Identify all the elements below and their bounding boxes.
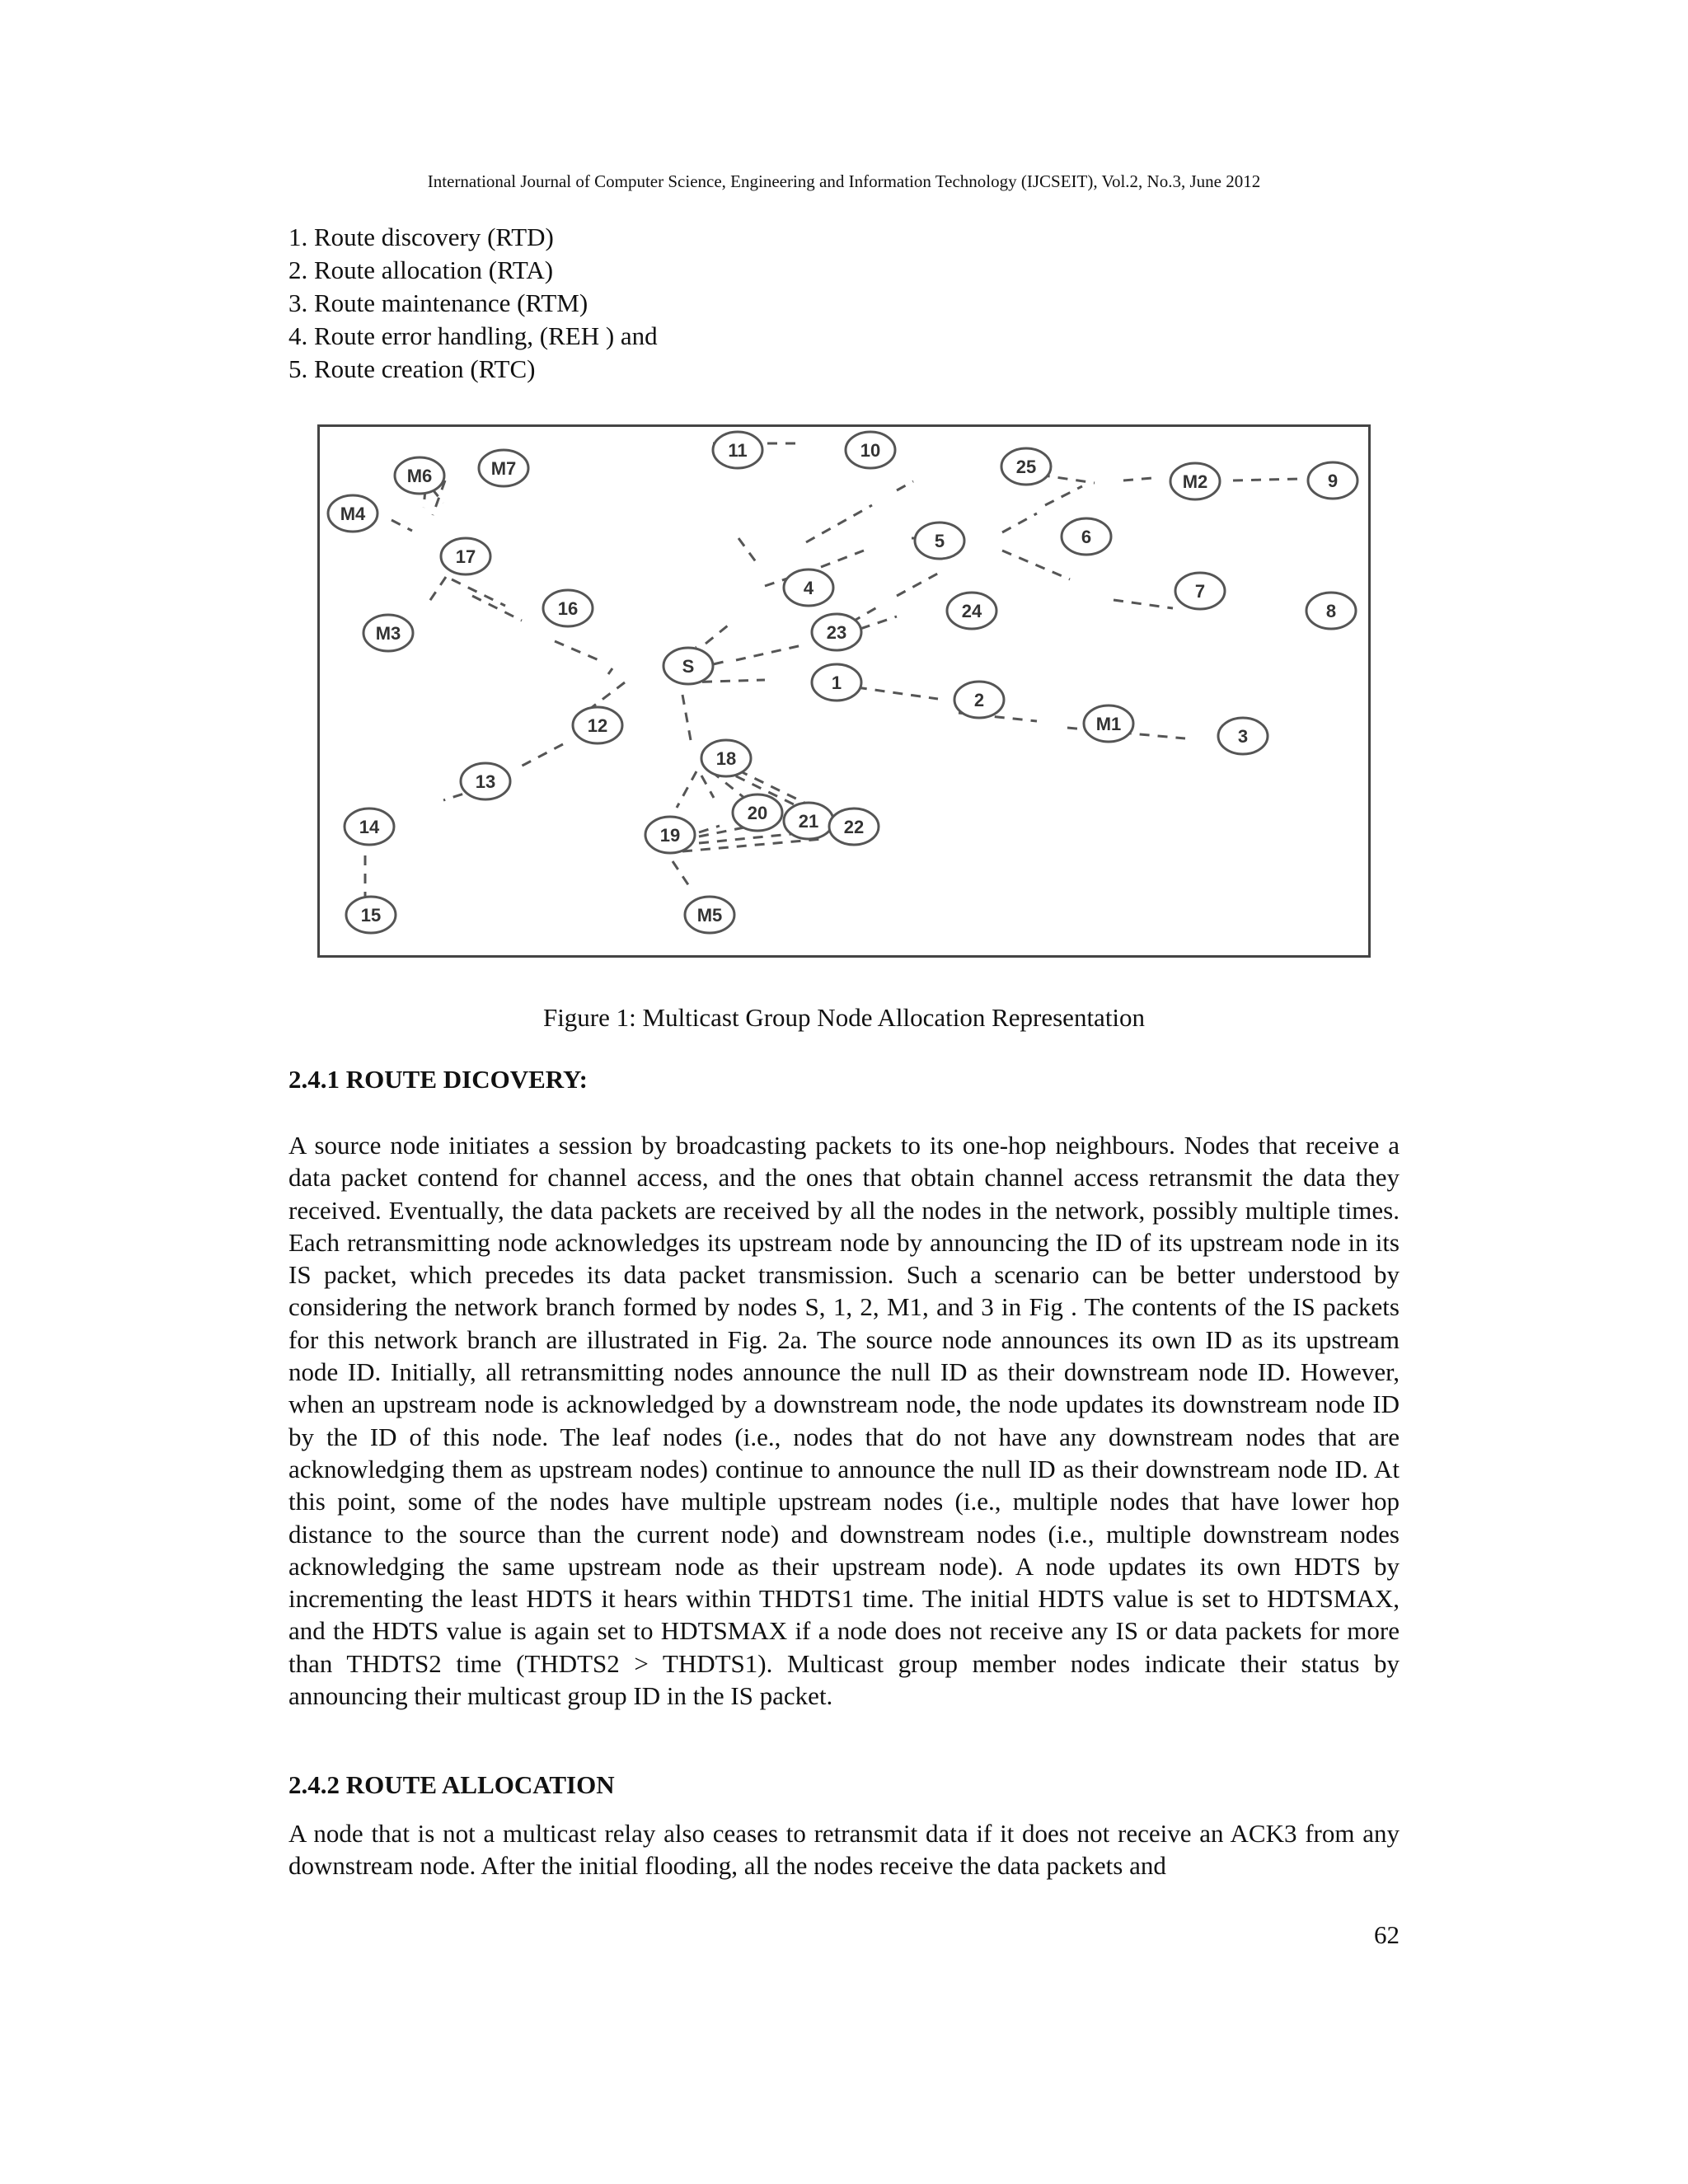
svg-text:8: 8 (1325, 601, 1337, 621)
node-M5 (685, 897, 734, 933)
svg-text:1: 1 (831, 673, 842, 693)
network-diagram (317, 424, 1371, 958)
edge (1114, 600, 1173, 608)
svg-text:4: 4 (803, 578, 814, 598)
svg-text:M7: M7 (490, 458, 517, 479)
node-15 (346, 897, 396, 933)
edge (427, 577, 446, 605)
node-21 (784, 803, 833, 839)
edge (1002, 513, 1037, 532)
edge (1233, 479, 1301, 480)
node-1 (812, 664, 861, 701)
node-23 (812, 614, 861, 650)
svg-text:21: 21 (798, 811, 819, 832)
svg-text:12: 12 (587, 715, 608, 736)
svg-text:7: 7 (1194, 581, 1206, 602)
node-24 (947, 593, 996, 629)
edge (555, 641, 603, 662)
edge (1045, 486, 1082, 505)
section-heading-route-allocation: 2.4.2 ROUTE ALLOCATION (288, 1770, 615, 1799)
nodes (328, 432, 1357, 933)
node-14 (345, 808, 394, 845)
edge (682, 695, 691, 740)
figure-caption: Figure 1: Multicast Group Node Allocation Representation (542, 1003, 1146, 1032)
list-item: 5. Route creation (RTC) (288, 354, 536, 383)
node-6 (1062, 518, 1111, 555)
list-item: 2. Route allocation (RTA) (288, 255, 554, 284)
svg-text:18: 18 (715, 748, 737, 769)
svg-text:11: 11 (728, 440, 748, 461)
node-5 (915, 523, 964, 559)
edge (738, 538, 757, 563)
svg-text:20: 20 (747, 803, 768, 823)
node-18 (701, 740, 751, 776)
svg-text:M6: M6 (406, 466, 433, 486)
svg-text:16: 16 (557, 598, 579, 619)
svg-text:M1: M1 (1095, 714, 1122, 734)
node-16 (543, 590, 593, 626)
svg-text:S: S (682, 656, 695, 677)
node-13 (461, 763, 510, 799)
node-M7 (479, 450, 528, 486)
svg-text:17: 17 (455, 546, 476, 567)
svg-text:M3: M3 (375, 623, 401, 644)
svg-text:3: 3 (1237, 726, 1249, 747)
running-header: International Journal of Computer Science, Engineering and Information Technology (IJCSEIT), Vol.2, No.3, June 2012 (427, 171, 1261, 191)
edge (677, 771, 696, 808)
edge (673, 861, 692, 891)
edge (472, 596, 522, 621)
svg-text:15: 15 (360, 905, 382, 926)
node-19 (645, 817, 695, 853)
svg-text:13: 13 (475, 771, 496, 792)
node-M2 (1170, 463, 1220, 499)
node-M4 (328, 495, 377, 532)
node-3 (1218, 718, 1268, 754)
route-phase-list (288, 221, 658, 386)
edge (392, 520, 412, 531)
svg-text:9: 9 (1327, 471, 1339, 491)
svg-text:14: 14 (359, 817, 380, 837)
edge (806, 505, 872, 542)
svg-text:22: 22 (843, 817, 865, 837)
svg-text:M4: M4 (340, 504, 366, 524)
svg-text:M5: M5 (696, 905, 723, 926)
node-12 (573, 707, 622, 743)
edge (897, 571, 942, 596)
node-S (663, 648, 713, 684)
edge (821, 551, 864, 567)
node-M1 (1084, 705, 1133, 742)
section-heading-route-discovery: 2.4.1 ROUTE DICOVERY: (288, 1065, 588, 1094)
edge (608, 668, 612, 674)
node-4 (784, 569, 833, 606)
node-2 (954, 682, 1004, 718)
svg-text:25: 25 (1015, 457, 1037, 477)
node-8 (1306, 593, 1356, 629)
edge (516, 744, 563, 769)
node-25 (1001, 448, 1051, 485)
network-graph (320, 427, 1368, 955)
node-10 (846, 432, 895, 468)
paragraph-route-allocation: A node that is not a multicast relay also ceases to retransmit data if it does not receive an ACK3 from any downstream node. After the initial flooding, all the nodes receive the data packets and (288, 1819, 1400, 1881)
edge (706, 622, 732, 644)
edge (701, 776, 714, 798)
edge (699, 826, 720, 832)
edge (452, 579, 505, 606)
edge (1002, 551, 1070, 579)
edge (682, 839, 823, 851)
svg-text:23: 23 (826, 622, 847, 643)
node-7 (1175, 573, 1225, 609)
node-22 (829, 808, 879, 845)
node-20 (733, 794, 782, 831)
edge (1123, 478, 1152, 480)
paragraph-route-discovery: A source node initiates a session by broadcasting packets to its one-hop neighbours. Nodes that receive a data packet contend for channel access, and the ones that obtain channel access retransmit the data they received. Eventually, the data packets are received by all the nodes in the network, possibly multiple times. Each retransmitting node acknowledges its upstream node by announcing the ID of its upstream node in its IS packet, which precedes its data packet transmission. Such a scenario can be better understood by considering the network branch formed by nodes S, 1, 2, M1, and 3 in Fig . The contents of the IS packets for this network branch are illustrated in Fig. 2a. The source node announces its own ID as its upstream node ID. Initially, all retransmitting nodes announce the null ID as their downstream node ID. However, when an upstream node is acknowledged by a downstream node, the node updates its downstream node ID by the ID of this node. The leaf nodes (i.e., nodes that do not have any downstream nodes that are acknowledging them as upstream nodes) continue to announce the null ID as their downstream node ID. At this point, some of the nodes have multiple upstream nodes (i.e., multiple nodes that have lower hop distance to the source than the current node) and downstream nodes (i.e., multiple downstream nodes acknowledging the same upstream node as their upstream node). A node updates its own HDTS by incrementing the least HDTS it hears within THDTS1 time. The initial HDTS value is set to HDTSMAX, and the HDTS value is again set to HDTSMAX if a node does not receive any IS or data packets for more than THDTS2 time (THDTS2 > THDTS1). Multicast group member nodes indicate their status by announcing their multicast group ID in the IS packet. (288, 1131, 1400, 1711)
svg-text:6: 6 (1081, 527, 1092, 547)
svg-text:19: 19 (659, 825, 681, 846)
svg-text:5: 5 (934, 531, 945, 551)
svg-text:10: 10 (860, 440, 881, 461)
svg-text:24: 24 (961, 601, 982, 621)
node-11 (713, 432, 762, 468)
node-M6 (395, 457, 444, 494)
svg-text:M2: M2 (1182, 471, 1208, 492)
node-M3 (363, 615, 413, 651)
edge (897, 481, 913, 490)
svg-text:2: 2 (973, 690, 985, 710)
list-item: 1. Route discovery (RTD) (288, 223, 554, 251)
edge (736, 645, 802, 660)
page-number: 62 (1374, 1920, 1400, 1949)
node-17 (441, 538, 490, 574)
list-item: 3. Route maintenance (RTM) (288, 288, 588, 317)
node-9 (1308, 462, 1357, 499)
list-item: 4. Route error handling, (REH ) and (288, 321, 658, 350)
